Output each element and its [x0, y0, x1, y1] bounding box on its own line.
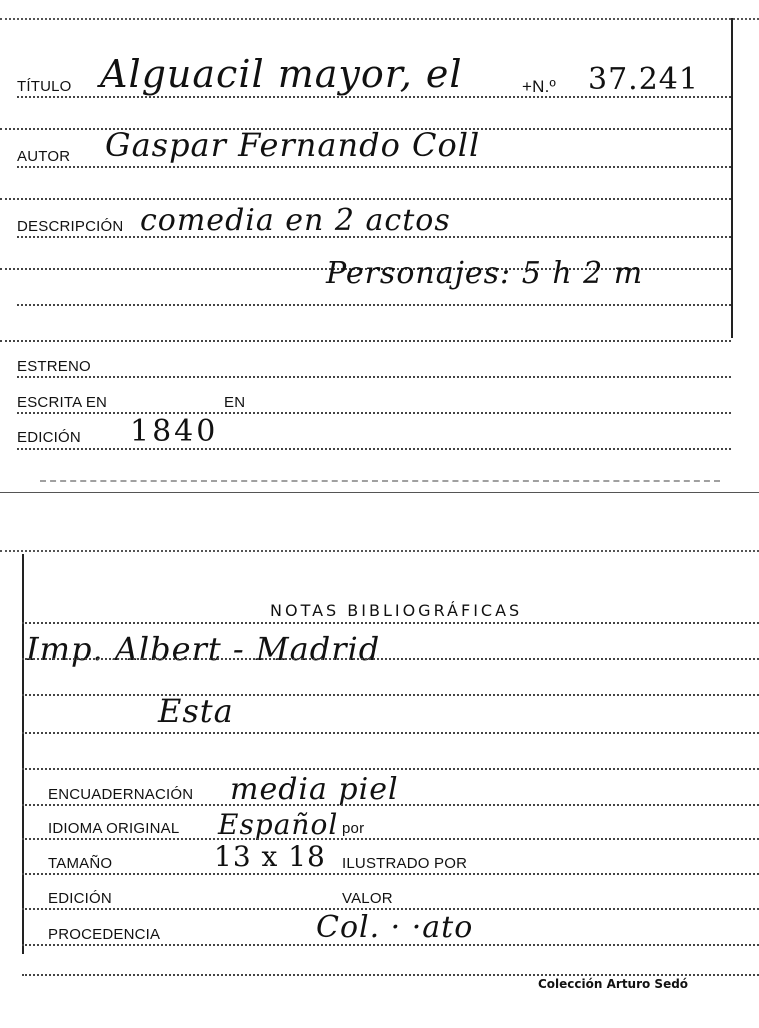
catalog-card-top: [0, 0, 759, 490]
number-value: 37.241: [588, 62, 699, 97]
row-line: [17, 448, 731, 450]
descripcion-label: DESCRIPCIÓN: [17, 218, 124, 235]
procedencia-value: Col. · ·ato: [316, 910, 474, 945]
en-label: EN: [224, 394, 246, 411]
row-line: [22, 732, 759, 734]
titulo-label: TÍTULO: [17, 78, 72, 95]
row-line: [22, 804, 759, 806]
ilustrado-label: ILUSTRADO POR: [342, 855, 468, 872]
note-line-1: Imp. Albert - Madrid: [26, 630, 381, 668]
valor-label: VALOR: [342, 890, 393, 907]
card-top-edge: [0, 18, 759, 20]
idioma-label: IDIOMA ORIGINAL: [48, 820, 180, 837]
row-line: [22, 944, 759, 946]
row-line: [17, 236, 731, 238]
titulo-value: Alguacil mayor, el: [100, 52, 463, 96]
notas-heading: NOTAS BIBLIOGRÁFICAS: [270, 601, 523, 620]
row-line: [22, 838, 759, 840]
catalog-card-bottom: [0, 540, 759, 1028]
row-line: [0, 198, 731, 200]
escrita-label: ESCRITA EN: [17, 394, 108, 411]
tamano-value: 13 x 18: [214, 840, 326, 873]
estreno-label: ESTRENO: [17, 358, 91, 375]
row-line: [17, 166, 731, 168]
card-top-edge: [0, 550, 759, 552]
por-label: por: [342, 820, 365, 837]
card-left-border: [22, 554, 24, 954]
row-line: [0, 340, 731, 342]
collection-credit: Colección Arturo Sedó: [538, 977, 689, 991]
personajes-value: Personajes: 5 h 2 m: [326, 256, 644, 291]
row-line: [22, 974, 759, 976]
idioma-value: Español: [218, 808, 339, 841]
tamano-label: TAMAÑO: [48, 855, 113, 872]
row-line: [17, 376, 731, 378]
descripcion-value: comedia en 2 actos: [140, 203, 451, 238]
card-right-border: [731, 18, 733, 338]
procedencia-label: PROCEDENCIA: [48, 926, 161, 943]
encuadernacion-label: ENCUADERNACIÓN: [48, 786, 194, 803]
autor-label: AUTOR: [17, 148, 71, 165]
card-separator: [0, 492, 759, 493]
encuadernacion-value: media piel: [230, 772, 399, 807]
note-line-2: Esta: [158, 692, 234, 730]
row-line: [22, 658, 759, 660]
edicion-label-2: EDICIÓN: [48, 890, 112, 907]
row-line: [22, 873, 759, 875]
number-label: +N.º: [522, 77, 556, 96]
edicion-value: 1840: [130, 414, 219, 449]
row-line: [22, 622, 759, 624]
row-line: [17, 96, 731, 98]
row-line: [17, 304, 731, 306]
autor-value: Gaspar Fernando Coll: [105, 126, 481, 164]
edicion-label: EDICIÓN: [17, 429, 81, 446]
card-bottom-edge: [40, 480, 720, 482]
row-line: [17, 412, 731, 414]
row-line: [22, 768, 759, 770]
row-line: [22, 694, 759, 696]
